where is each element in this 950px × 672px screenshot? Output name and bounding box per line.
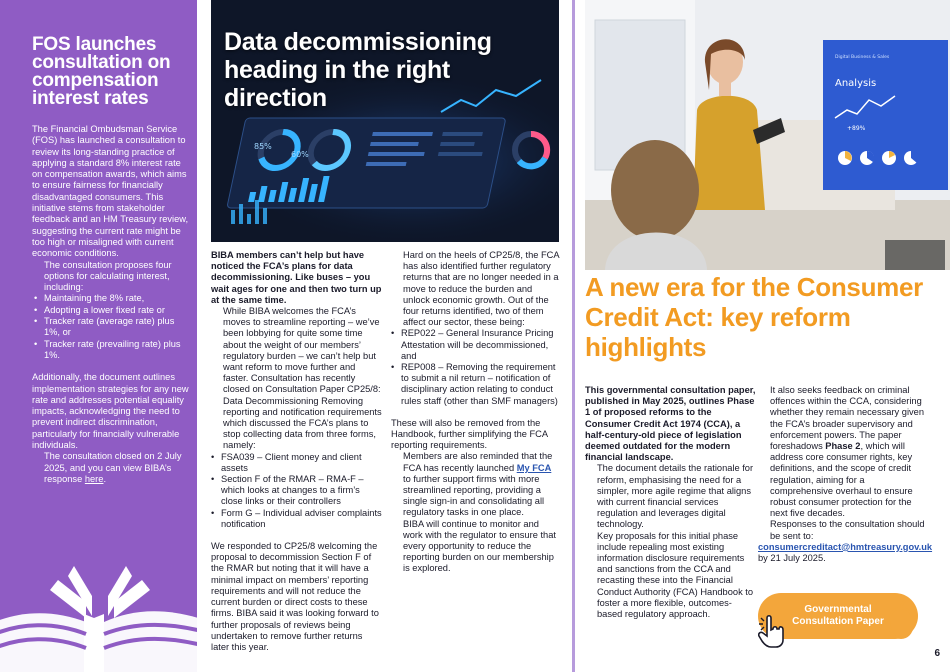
presentation-screen: [823, 40, 948, 190]
list-item: • Tracker rate (average rate) plus 1%, or: [32, 316, 190, 339]
data-article-column-2: [391, 250, 561, 575]
list-item: • REP022 – General Insurance Pricing Attestation will be decommissioned, and: [391, 328, 561, 362]
data-decommissioning-title: Data decommissioning heading in the right direction: [224, 28, 492, 112]
data-paragraph-6: BIBA will continue to monitor and work with the regulator to ensure that every opportunity to reduce the reporting burden on our membership is explored.: [403, 518, 556, 574]
page-number: 6: [934, 648, 940, 659]
fos-paragraph-2: The consultation proposes four options for calculating interest, including:: [44, 259, 172, 293]
fos-options-list: [32, 293, 190, 361]
pointing-hand-icon: [758, 614, 788, 648]
cta-line-1: Governmental: [804, 604, 872, 615]
list-item: • REP008 – Removing the requirement to submit a nil return – notification of disciplinary action relating to conduct rules staff (other than SMF managers): [391, 362, 561, 407]
list-item: • Section F of the RMAR – RMA-F – which looks at changes to a firm’s close links or their controllers: [211, 474, 383, 508]
cca-paragraph-3: It also seeks feedback on criminal offences within the CCA, considering whether they remain necessary given the FCA’s broader supervisory and enforcement powers. The paper foreshadows Phase 2, which will address core consumer rights, key definitions, and the scope of credit regulation, aiming for a comprehensive overhaul to ensure robust consumer protection for the next five decades.: [770, 385, 924, 519]
data-article-lead: BIBA members can’t help but have noticed the FCA’s plans for data decommissioning. Like buses – you wait ages for one and then two turn up at the same time.: [211, 250, 382, 305]
forms-list: [211, 452, 383, 530]
fos-paragraph-4: The consultation closed on 2 July 2025, and you can view BIBA’s response here.: [44, 451, 182, 484]
my-fca-link[interactable]: My FCA: [516, 462, 552, 473]
office-presentation-hero-image: [585, 0, 950, 270]
cca-paragraph-4: Responses to the consultation should be sent to:: [770, 519, 925, 541]
cta-line-2: Consultation Paper: [792, 616, 884, 627]
svg-text:Digital Business & Sales: Digital Business & Sales: [835, 55, 890, 60]
cca-article-lead: This governmental consultation paper, published in May 2025, outlines Phase 1 of proposed reforms to the Consumer Credit Act 1974 (CCA), a half-century-old piece of legislation deemed outdated for the modern financial landscape.: [585, 385, 756, 463]
fos-sidebar: [0, 0, 197, 672]
open-book-icon: [0, 562, 197, 672]
consultation-email-link[interactable]: consumercreditact@hmtreasury.gov.uk: [758, 541, 933, 552]
gauge-left-label: 85%: [254, 142, 272, 151]
cca-contact: consumercreditact@hmtreasury.gov.uk by 21 July 2025.: [758, 541, 933, 564]
data-paragraph-5: Members are also reminded that the FCA has recently launched My FCA to further support firms with more streamlined reporting, providing a single sign-in and consolidating all regulatory tasks in one place.: [403, 451, 553, 518]
data-paragraph-4: These will also be removed from the Handbook, further simplifying the FCA reporting requirements.: [391, 417, 548, 451]
consumer-credit-act-title: A new era for the Consumer Credit Act: key reform highlights: [585, 272, 923, 362]
fos-paragraph-3: Additionally, the document outlines implementation strategies for any new rate and addresses potential equality impacts, acknowledging the need to prevent indirect discrimination, particularly for financially vulnerable individuals.: [32, 372, 189, 451]
cca-paragraph-2: Key proposals for this initial phase include repealing most existing information disclosure requirements and sanctions from the CCA and recasting these into the Financial Conduct Authority (FCA) Handbook to foster a more flexible, outcomes-based regulatory approach.: [597, 530, 754, 620]
data-paragraph-1: While BIBA welcomes the FCA’s moves to streamline reporting – we’ve been lobbying for quite some time about the weight of our members’ regulatory burden – we can’t help but want reform to move further and faster. Consultation has recently closed on Consultation Paper CP25/8: Data Decommissioning Removing reporting and notification requirements which discussed the FCA’s plans to stop collecting data from three forms, namely:: [223, 306, 382, 451]
mouse-icon: [888, 598, 914, 640]
cca-article-column-2: [758, 385, 933, 564]
data-dashboard-hero-image: [211, 0, 559, 242]
list-item: • Maintaining the 8% rate,: [32, 293, 190, 304]
screen-title: Analysis: [835, 78, 877, 89]
data-paragraph-3: Hard on the heels of CP25/8, the FCA has also identified further regulatory returns that are no longer needed in a move to reduce the burden and unlock economic growth. Out of the four returns identified, two of them affect our sector, these being:: [403, 250, 560, 328]
data-article-column-1: [211, 250, 383, 653]
fos-article-title: FOS launches consultation on compensation interest rates: [32, 34, 171, 109]
list-item: • Form G – Individual adviser complaints notification: [211, 508, 383, 530]
gauge-right-label: 60%: [291, 150, 309, 159]
cca-article-column-1: [585, 385, 757, 620]
screen-stat: +89%: [847, 125, 866, 132]
column-divider: [572, 0, 575, 672]
list-item: • FSA039 – Client money and client assets: [211, 452, 383, 474]
returns-list: [391, 328, 561, 406]
data-paragraph-2: We responded to CP25/8 welcoming the proposal to decommission Section F of the RMAR but noting that it will have a minimal impact on members’ reporting requirements and will not reduce the current burden or direct costs to these firms. BIBA said it was looking forward to further proposals of reviews being undertaken to remove further returns later this year.: [211, 541, 379, 652]
cca-paragraph-1: The document details the rationale for reform, emphasising the need for a simpler, more agile regime that aligns with current financial services regulation and leverages digital technology.: [597, 463, 754, 530]
list-item: • Adopting a lower fixed rate or: [32, 305, 190, 316]
office-illustration: [585, 0, 950, 270]
biba-response-link[interactable]: here: [84, 473, 104, 484]
list-item: • Tracker rate (prevailing rate) plus 1%.: [32, 339, 190, 362]
fos-article-body: [32, 124, 190, 485]
fos-paragraph-1: The Financial Ombudsman Service (FOS) has launched a consultation to review its long-standing practice of applying a standard 8% interest rate on compensation awards, which aims to ensure fairness for financially disadvantaged consumers. This initiative stems from stakeholder feedback and an HM Treasury review, suggesting the current rate might be too high or misaligned with current economic conditions.: [32, 124, 189, 259]
